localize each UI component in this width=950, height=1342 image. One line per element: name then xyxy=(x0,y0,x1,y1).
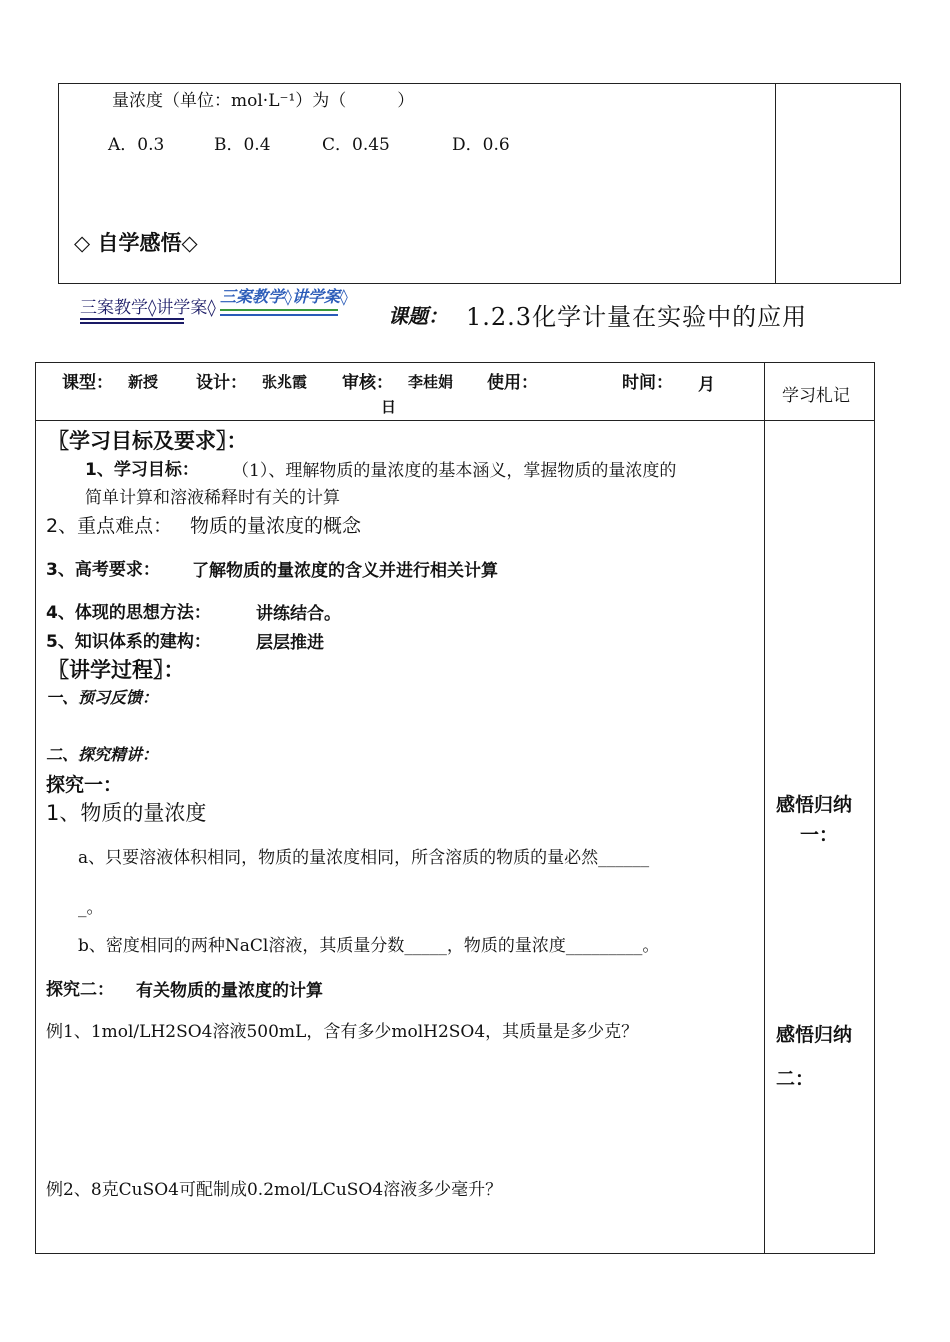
goal2-label: 2、重点难点： xyxy=(46,515,173,537)
item-a-line1: a、只要溶液体积相同，物质的量浓度相同，所含溶质的物质的量必然______ xyxy=(78,848,650,868)
process-heading: 〖讲学过程〗： xyxy=(48,658,185,682)
reflect1-line2: 一： xyxy=(800,824,839,846)
reflect2-line1: 感悟归纳 xyxy=(776,1024,853,1046)
topic1-heading: 1、物质的量浓度 xyxy=(46,801,207,825)
goal4-text: 讲练结合。 xyxy=(256,604,341,624)
goal5-text: 层层推进 xyxy=(256,633,324,653)
explore2-label: 探究二： xyxy=(46,980,114,1000)
goal5-label: 5、知识体系的建构： xyxy=(46,632,211,652)
explore1-label: 探究一： xyxy=(46,774,123,796)
item-b: b、密度相同的两种NaCl溶液，其质量分数_____，物质的量浓度_________。 xyxy=(78,936,660,956)
logo-left: 三案教学◊讲学案◊ xyxy=(80,298,216,318)
topic-title: 1.2.3化学计量在实验中的应用 xyxy=(466,303,808,331)
goal4-label: 4、体现的思想方法： xyxy=(46,603,211,623)
design-value: 张兆霞 xyxy=(262,373,308,391)
review-label: 审核： xyxy=(342,373,393,393)
explore2-text: 有关物质的量浓度的计算 xyxy=(136,981,323,1001)
topic-label: 课题： xyxy=(388,304,448,328)
option-b: B．0.4 xyxy=(214,135,271,155)
reflect2-line2: 二： xyxy=(776,1068,815,1090)
notes-column-divider xyxy=(764,362,765,1254)
goal1-text-b: 简单计算和溶液稀释时有关的计算 xyxy=(85,488,340,508)
goal2-text: 物质的量浓度的概念 xyxy=(190,515,362,537)
type-label: 课型： xyxy=(62,373,113,393)
goals-heading: 〖学习目标及要求〗： xyxy=(48,429,248,453)
section-explore: 二、探究精讲： xyxy=(46,745,159,764)
logo-left-underline-2 xyxy=(80,322,184,324)
use-label: 使用： xyxy=(487,373,538,393)
goal1-text-a: （1）、理解物质的量浓度的基本涵义，掌握物质的量浓度的 xyxy=(232,461,677,481)
option-a: A．0.3 xyxy=(108,135,165,155)
day-label: 日 xyxy=(381,398,397,416)
section-preview: 一、预习反馈： xyxy=(46,688,159,707)
question-tail: 量浓度（单位：mol·L⁻¹）为（ ） xyxy=(112,91,415,111)
goal1-label: 1、学习目标： xyxy=(85,460,199,480)
example1: 例1、1mol/LH2SO4溶液500mL，含有多少molH2SO4，其质量是多少克？ xyxy=(46,1022,639,1042)
notes-header: 学习札记 xyxy=(782,386,850,406)
reflect1-line1: 感悟归纳 xyxy=(776,794,853,816)
logo-left-underline xyxy=(80,318,184,320)
top-box-divider xyxy=(775,83,776,284)
type-value: 新授 xyxy=(128,373,159,391)
goal3-label: 3、高考要求： xyxy=(46,560,160,580)
header-row-divider xyxy=(35,420,875,421)
option-c: C．0.45 xyxy=(322,135,390,155)
goal3-text: 了解物质的量浓度的含义并进行相关计算 xyxy=(192,561,498,581)
item-a-line2: _。 xyxy=(78,898,104,918)
option-d: D．0.6 xyxy=(452,135,510,155)
time-label: 时间： xyxy=(622,373,673,393)
self-study-heading: ◇ 自学感悟◇ xyxy=(74,231,198,255)
design-label: 设计： xyxy=(196,373,247,393)
month-label: 月 xyxy=(698,375,715,395)
logo-right-underline xyxy=(220,309,338,311)
example2: 例2、8克CuSO4可配制成0.2mol/LCuSO4溶液多少毫升？ xyxy=(46,1180,503,1200)
logo-right: 三案教学◊讲学案◊ xyxy=(220,287,348,306)
logo-right-underline-2 xyxy=(220,314,338,316)
review-value: 李桂娟 xyxy=(408,373,454,391)
